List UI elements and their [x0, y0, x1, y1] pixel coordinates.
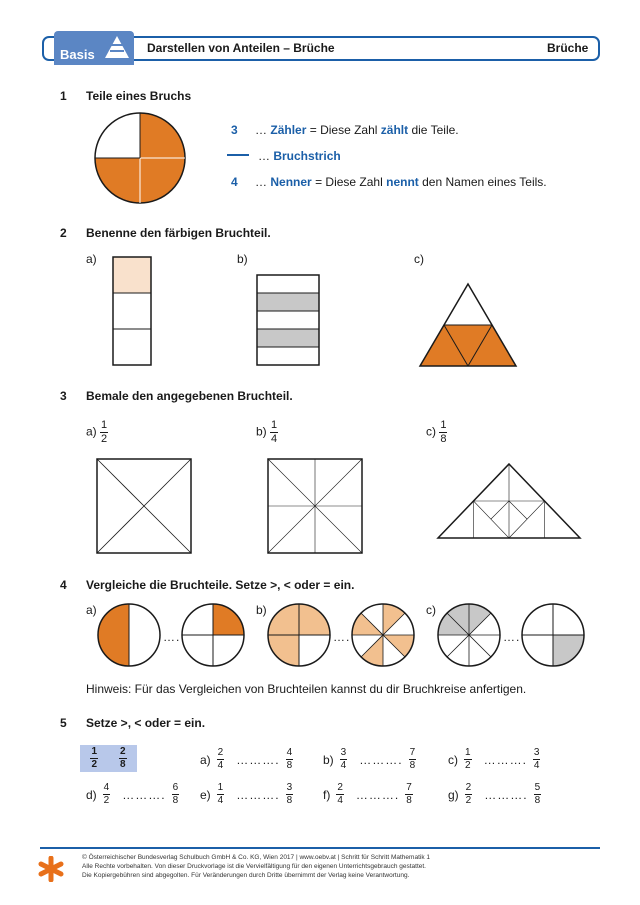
task-1-number: 1	[60, 89, 67, 103]
task-5g-right-fraction: $\frac{5}{8}$	[534, 782, 541, 806]
task-3c-fraction: $\frac{1}{8}$	[440, 419, 447, 445]
task-3b-label: b)	[256, 424, 267, 439]
task-5a-label: a)	[200, 752, 211, 767]
numerator-row	[231, 123, 459, 137]
task-2c-label: c)	[414, 252, 424, 266]
task-4-title: Vergleiche die Bruchteile. Setze >, < oder = ein.	[86, 578, 355, 592]
task-5c-right-fraction: $\frac{3}{4}$	[533, 747, 540, 771]
task-2-title: Benenne den färbigen Bruchteil.	[86, 226, 271, 240]
footer-divider	[40, 847, 600, 849]
task-5f-label: f)	[323, 787, 331, 802]
task-3b-item	[256, 420, 278, 445]
circle-quarter-figure	[180, 602, 246, 668]
fraction-bar-term: Bruchstrich	[273, 149, 341, 163]
numerator-verb: zählt	[380, 123, 409, 137]
denominator-ellipsis: …	[255, 175, 268, 189]
task-5b-label: b)	[323, 752, 334, 767]
task-5e-label: e)	[200, 787, 211, 802]
task-5a-left-fraction: $\frac{2}{4}$	[217, 747, 224, 771]
fraction-bar-line	[227, 154, 249, 156]
task-4b-label: b)	[256, 603, 267, 617]
task-3c-label: c)	[426, 424, 436, 439]
task-4a-blank[interactable]: ….	[163, 630, 181, 644]
denominator-text-b: den Namen eines Teils.	[422, 175, 547, 189]
task-5g-label: g)	[448, 787, 459, 802]
circle-half-figure	[96, 602, 162, 668]
task-5-title: Setze >, < oder = ein.	[86, 716, 206, 730]
task-5b-blank[interactable]: ……….	[359, 752, 403, 767]
task-5f-right-fraction: $\frac{7}{8}$	[406, 782, 412, 806]
circle-quarter-gray-figure	[520, 602, 586, 668]
numerator-text-b: die Teile.	[411, 123, 459, 137]
bar-fifths-figure	[256, 274, 322, 368]
task-5b-right-fraction: $\frac{7}{8}$	[409, 747, 416, 771]
task-3a-item	[86, 420, 108, 445]
task-5f-item	[323, 783, 413, 806]
task-3a-fraction: $\frac{1}{2}$	[101, 419, 108, 445]
task-5a-item	[200, 748, 293, 771]
page-title: Darstellen von Anteilen – Brüche	[147, 41, 335, 55]
basis-badge	[54, 31, 134, 65]
task-3c-item	[426, 420, 447, 445]
square-eighths-figure[interactable]	[267, 458, 363, 554]
task-5d-item	[86, 783, 179, 806]
denominator-value: 4	[231, 175, 238, 189]
task-5d-right-fraction: $\frac{6}{8}$	[172, 782, 179, 806]
footer-line-3: Die Kopiergebühren sind abgegolten. Für Veränderungen durch Dritte übernimmt der Verlag keine Verantwortung.	[82, 872, 410, 879]
task-4c-label: c)	[426, 603, 436, 617]
task-5c-left-fraction: $\frac{1}{2}$	[465, 747, 471, 771]
circle-eighths-shaded-figure	[350, 602, 416, 668]
task-5b-left-fraction: $\frac{3}{4}$	[340, 747, 347, 771]
task-1-title: Teile eines Bruchs	[86, 89, 192, 103]
numerator-text-a: = Diese Zahl	[309, 123, 378, 137]
task-4-number: 4	[60, 578, 67, 592]
task-5c-item	[448, 748, 540, 771]
denominator-text-a: = Diese Zahl	[315, 175, 383, 189]
publisher-logo-icon	[38, 856, 64, 882]
fraction-circle-three-quarters	[92, 110, 188, 206]
task-4c-blank[interactable]: ….	[503, 630, 521, 644]
example-fraction-a: $\frac{1}{2}$	[91, 746, 98, 770]
task-5c-label: c)	[448, 752, 458, 767]
bar-thirds-figure	[112, 256, 154, 368]
topic-label: Brüche	[547, 41, 589, 55]
task-5a-blank[interactable]: ……….	[236, 752, 280, 767]
task-5g-blank[interactable]: ……….	[484, 787, 528, 802]
circle-eighths-gray-figure	[436, 602, 502, 668]
numerator-value: 3	[231, 123, 238, 137]
task-5-number: 5	[60, 716, 67, 730]
triangle-eighths-figure[interactable]	[436, 462, 582, 540]
task-3-title: Bemale den angegebenen Bruchteil.	[86, 389, 293, 403]
denominator-term: Nenner	[270, 175, 312, 189]
task-5d-left-fraction: $\frac{4}{2}$	[103, 782, 110, 806]
numerator-term: Zähler	[270, 123, 307, 137]
task-5a-right-fraction: $\frac{4}{8}$	[286, 747, 293, 771]
triangle-figure	[418, 282, 518, 368]
task-5g-item	[448, 783, 541, 806]
task-5d-blank[interactable]: ……….	[122, 787, 166, 802]
task-5d-label: d)	[86, 787, 97, 802]
fraction-bar-row	[258, 149, 341, 163]
task-4b-blank[interactable]: ….	[333, 630, 351, 644]
example-fraction-b: $\frac{2}{8}$	[119, 746, 126, 770]
numerator-ellipsis: …	[255, 123, 268, 137]
task-5e-right-fraction: $\frac{3}{8}$	[286, 782, 293, 806]
task-3-number: 3	[60, 389, 67, 403]
circle-quarters-shaded-figure	[266, 602, 332, 668]
example-box	[80, 745, 137, 772]
task-4-hint: Hinweis: Für das Vergleichen von Bruchteilen kannst du dir Bruchkreise anfertigen.	[86, 682, 527, 696]
task-4a-label: a)	[86, 603, 97, 617]
pyramid-icon	[104, 34, 130, 60]
basis-label: Basis	[60, 47, 95, 62]
square-diagonals-figure[interactable]	[96, 458, 192, 554]
footer-line-2: Alle Rechte vorbehalten. Von dieser Druckvorlage ist die Vervielfältigung für den eigenen Unterrichtsgebrauch gestattet.	[82, 863, 426, 870]
task-5e-item	[200, 783, 293, 806]
task-5g-left-fraction: $\frac{2}{2}$	[465, 782, 472, 806]
footer-text	[82, 853, 430, 880]
task-3b-fraction: $\frac{1}{4}$	[271, 419, 278, 445]
fraction-bar-ellipsis: …	[258, 149, 270, 163]
task-3a-label: a)	[86, 424, 97, 439]
task-5f-blank[interactable]: ……….	[355, 787, 400, 802]
task-2b-label: b)	[237, 252, 248, 266]
denominator-verb: nennt	[386, 175, 419, 189]
denominator-row	[231, 175, 547, 189]
footer-line-1: © Österreichischer Bundesverlag Schulbuch GmbH & Co. KG, Wien 2017 | www.oebv.at | Schritt für Schritt Mathematik 1	[82, 854, 430, 861]
task-5e-blank[interactable]: ……….	[236, 787, 280, 802]
task-2-number: 2	[60, 226, 67, 240]
task-2a-label: a)	[86, 252, 97, 266]
task-5f-left-fraction: $\frac{2}{4}$	[337, 782, 343, 806]
task-5b-item	[323, 748, 416, 771]
task-5e-left-fraction: $\frac{1}{4}$	[217, 782, 224, 806]
task-5c-blank[interactable]: ……….	[483, 752, 527, 767]
